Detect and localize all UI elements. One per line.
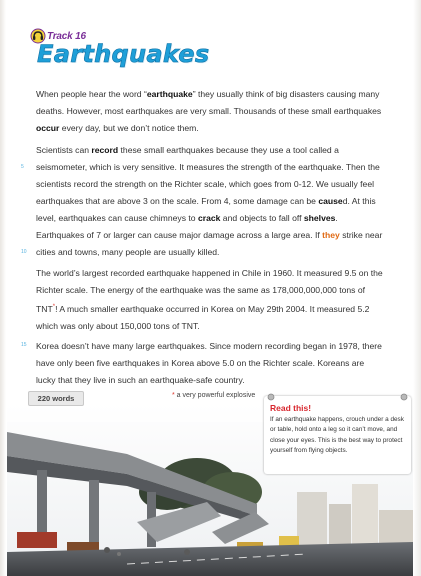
- keyword-they: they: [322, 230, 340, 240]
- pin-icon: [266, 392, 276, 402]
- keyword-shelves: shelves: [303, 213, 336, 223]
- keyword-earthquake: earthquake: [146, 89, 193, 99]
- line-number: 15: [21, 342, 27, 348]
- read-this-note-card: [264, 396, 411, 474]
- keyword-occur: occur: [36, 123, 60, 133]
- note-body: If an earthquake happens, crouch under a desk or table, hold onto a leg so it can’t move, and close your eyes. This is the best way to protect yourself from flying objects.: [270, 416, 404, 454]
- note-title: Read this!: [270, 403, 312, 413]
- footnote-star: *: [172, 392, 175, 399]
- paragraph-2: Scientists can record these small earthquakes because they use a tool called a seismometer, which is very sensitive. It measures the strength of the earthquake. Then the scientists record the strength on the Richter scale, which goes from 0-12. We usually feel earthquakes that are above 3 on the scale. From 4, some damage can be caused. At this level, earthquakes can cause chimneys to crack and objects to fall off shelves. Earthquakes of 7 or larger can cause major damage across a large area. If they strike near cities and towns, many people are usually killed.: [36, 145, 383, 257]
- line-number: 10: [21, 249, 27, 255]
- footnote: * a very powerful explosive: [172, 392, 256, 399]
- line-number: 5: [21, 164, 24, 170]
- track-label: Track 16: [47, 30, 86, 42]
- paragraph-4: Korea doesn’t have many large earthquakes. Since modern recording began in 1978, there have only been five earthquakes in Korea above 5.0 on the Richter scale. Koreans are lucky that they live in such an earthquake-safe country.: [36, 341, 382, 385]
- paragraph-1: When people hear the word “earthquake” they usually think of big disasters causing many deaths. However, most earthquakes are very small. Thousands of these small earthquakes occur every day, but we don’t notice them.: [36, 89, 382, 133]
- keyword-record: record: [91, 145, 119, 155]
- page-title: Earthquakes: [37, 40, 210, 68]
- pin-icon: [399, 392, 409, 402]
- footnote-marker: *: [52, 304, 56, 310]
- word-count-badge: 220 words: [28, 391, 84, 406]
- keyword-crack: crack: [197, 213, 221, 223]
- paragraph-3: The world’s largest recorded earthquake happened in Chile in 1960. It measured 9.5 on the Richter scale. The energy of the earthquake was the same as 178,000,000,000 tons of TNT*! A much smaller earthquake occurred in Korea on May 29th 2004. It measured 5.2 which was only about 150,000 tons of TNT.: [36, 268, 383, 331]
- keyword-caused: cause: [318, 196, 343, 206]
